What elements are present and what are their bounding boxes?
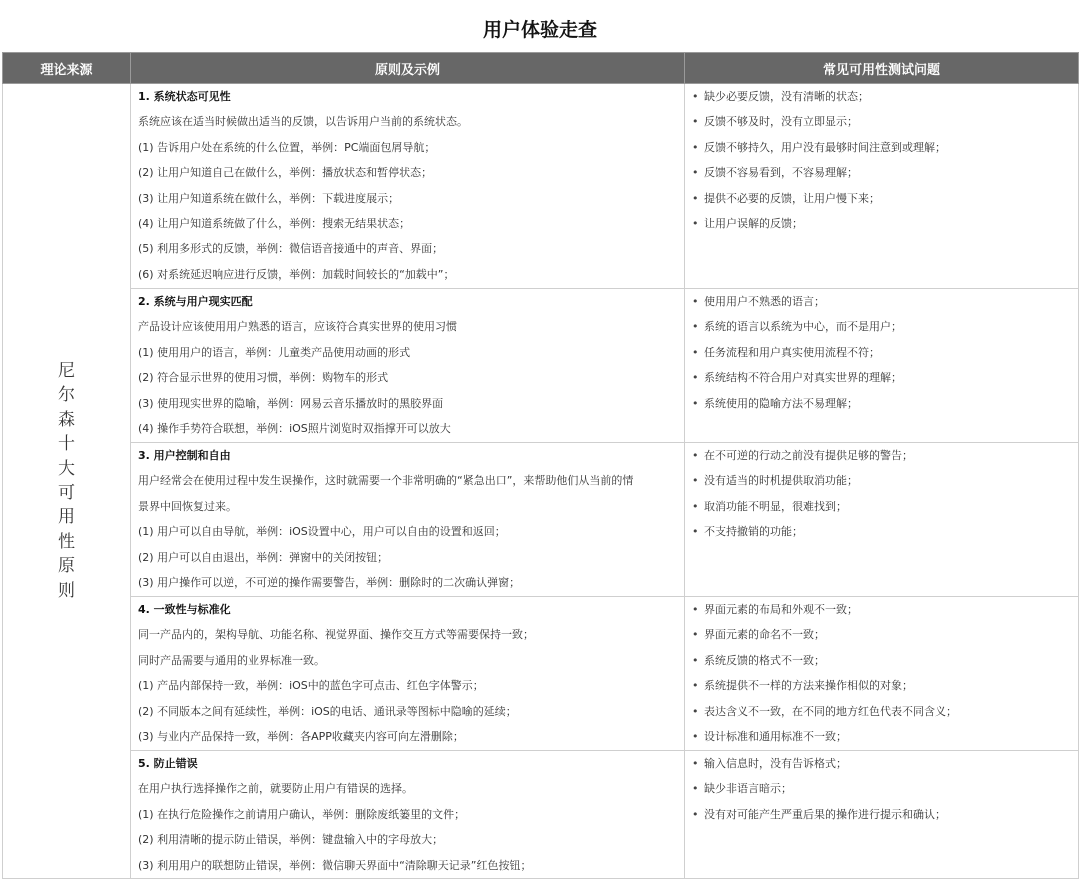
column-header-issues: 常见可用性测试问题 bbox=[685, 53, 1079, 84]
bullet-icon: • bbox=[692, 115, 699, 129]
principle-line: (2) 利用清晰的提示防止错误，举例：键盘输入中的字母放大； bbox=[138, 833, 444, 847]
table-row bbox=[3, 751, 1079, 879]
principle-line: (1) 使用用户的语言，举例：儿童类产品使用动画的形式 bbox=[138, 345, 411, 359]
bullet-icon: • bbox=[692, 499, 699, 513]
page-title: 用户体验走查 bbox=[482, 19, 597, 41]
principle-line: (3) 使用现实世界的隐喻，举例：网易云音乐播放时的黑胶界面 bbox=[138, 396, 444, 410]
bullet-icon: • bbox=[692, 320, 699, 334]
table-row bbox=[3, 443, 1079, 597]
column-header-principles: 原则及示例 bbox=[131, 53, 685, 84]
issue-item: • 提供不必要的反馈，让用户慢下来； bbox=[685, 186, 1078, 211]
issues-cell bbox=[685, 289, 1079, 443]
principle-heading: 2. 系统与用户现实匹配 bbox=[138, 295, 253, 308]
source-label: 尼尔森十大可用性原则 bbox=[58, 360, 75, 601]
bullet-icon: • bbox=[692, 704, 699, 718]
bullet-icon: • bbox=[692, 628, 699, 642]
principle-cell bbox=[131, 289, 685, 443]
principle-line: (4) 操作手势符合联想，举例：iOS照片浏览时双指撑开可以放大 bbox=[138, 421, 451, 435]
issue-item: • 反馈不容易看到，不容易理解； bbox=[685, 160, 1078, 185]
issues-cell bbox=[685, 443, 1079, 597]
principle-cell bbox=[131, 84, 685, 289]
issue-item: • 不支持撤销的功能； bbox=[685, 519, 1078, 544]
bullet-icon: • bbox=[692, 782, 699, 796]
principle-line: (5) 利用多形式的反馈，举例：微信语音接通中的声音、界面； bbox=[138, 242, 444, 256]
principle-line: (2) 不同版本之间有延续性，举例：iOS的电话、通讯录等图标中隐喻的延续； bbox=[138, 704, 517, 718]
issue-item: • 没有适当的时机提供取消功能； bbox=[685, 468, 1078, 493]
issue-item: • 系统反馈的格式不一致； bbox=[685, 648, 1078, 673]
bullet-icon: • bbox=[692, 371, 699, 385]
issue-item: • 使用用户不熟悉的语言； bbox=[685, 289, 1078, 314]
principle-line: (6) 对系统延迟响应进行反馈，举例：加载时间较长的“加载中”； bbox=[138, 267, 455, 281]
issue-item: • 表达含义不一致，在不同的地方红色代表不同含义； bbox=[685, 699, 1078, 724]
issue-item: • 缺少非语言暗示； bbox=[685, 776, 1078, 801]
principle-line: 同一产品内的，架构导航、功能名称、视觉界面、操作交互方式等需要保持一致； bbox=[138, 628, 534, 642]
bullet-icon: • bbox=[692, 653, 699, 667]
issue-item: • 设计标准和通用标准不一致； bbox=[685, 724, 1078, 749]
principle-line: 同时产品需要与通用的业界标准一致。 bbox=[138, 653, 325, 667]
principle-line: 用户经常会在使用过程中发生误操作，这时就需要一个非常明确的“紧急出口”，来帮助他们从当前的情 bbox=[138, 474, 634, 488]
bullet-icon: • bbox=[692, 396, 699, 410]
bullet-icon: • bbox=[692, 679, 699, 693]
principle-line: (1) 告诉用户处在系统的什么位置，举例：PC端面包屑导航； bbox=[138, 140, 436, 154]
source-cell bbox=[3, 84, 131, 879]
principle-line: (3) 利用用户的联想防止错误，举例：微信聊天界面中“清除聊天记录”红色按钮； bbox=[138, 858, 532, 872]
bullet-icon: • bbox=[692, 729, 699, 743]
principle-line: (4) 让用户知道系统做了什么，举例：搜索无结果状态； bbox=[138, 216, 411, 230]
issue-item: • 系统提供不一样的方法来操作相似的对象； bbox=[685, 673, 1078, 698]
principle-line: 系统应该在适当时候做出适当的反馈，以告诉用户当前的系统状态。 bbox=[138, 115, 468, 129]
issue-item: • 在不可逆的行动之前没有提供足够的警告； bbox=[685, 443, 1078, 468]
principle-line: (2) 让用户知道自己在做什么，举例：播放状态和暂停状态； bbox=[138, 166, 433, 180]
bullet-icon: • bbox=[692, 474, 699, 488]
bullet-icon: • bbox=[692, 757, 699, 770]
issue-item: • 界面元素的布局和外观不一致； bbox=[685, 597, 1078, 622]
principle-cell bbox=[131, 751, 685, 879]
principle-heading: 3. 用户控制和自由 bbox=[138, 449, 231, 462]
principle-line: (1) 在执行危险操作之前请用户确认，举例：删除废纸篓里的文件； bbox=[138, 807, 466, 821]
bullet-icon: • bbox=[692, 449, 699, 462]
principle-cell bbox=[131, 597, 685, 751]
principle-line: (1) 产品内部保持一致，举例：iOS中的蓝色字可点击、红色字体警示； bbox=[138, 679, 484, 693]
issue-item: • 缺少必要反馈，没有清晰的状态； bbox=[685, 84, 1078, 109]
issue-item: • 反馈不够持久，用户没有最够时间注意到或理解； bbox=[685, 135, 1078, 160]
principle-line: (3) 与业内产品保持一致，举例：各APP收藏夹内容可向左滑删除； bbox=[138, 729, 464, 743]
bullet-icon: • bbox=[692, 166, 699, 180]
bullet-icon: • bbox=[692, 525, 699, 539]
issue-item: • 系统结构不符合用户对真实世界的理解； bbox=[685, 365, 1078, 390]
issue-item: • 反馈不够及时，没有立即显示； bbox=[685, 109, 1078, 134]
issue-item: • 任务流程和用户真实使用流程不符； bbox=[685, 340, 1078, 365]
principle-line: (1) 用户可以自由导航，举例：iOS设置中心，用户可以自由的设置和返回； bbox=[138, 525, 506, 539]
issue-item: • 界面元素的命名不一致； bbox=[685, 622, 1078, 647]
bullet-icon: • bbox=[692, 90, 699, 103]
table-row bbox=[3, 289, 1079, 443]
principle-heading: 5. 防止错误 bbox=[138, 757, 198, 770]
bullet-icon: • bbox=[692, 295, 699, 308]
principle-line: (2) 符合显示世界的使用习惯，举例：购物车的形式 bbox=[138, 371, 389, 385]
principle-line: 产品设计应该使用用户熟悉的语言，应该符合真实世界的使用习惯 bbox=[138, 320, 457, 334]
issue-item: • 系统的语言以系统为中心，而不是用户； bbox=[685, 314, 1078, 339]
table-row bbox=[3, 84, 1079, 289]
principle-line: 景界中回恢复过来。 bbox=[138, 499, 237, 513]
principle-heading: 1. 系统状态可见性 bbox=[138, 90, 231, 103]
bullet-icon: • bbox=[692, 216, 699, 230]
issue-item: • 系统使用的隐喻方法不易理解； bbox=[685, 391, 1078, 416]
principle-line: (3) 用户操作可以逆，不可逆的操作需要警告，举例：删除时的二次确认弹窗； bbox=[138, 575, 521, 589]
issue-item: • 输入信息时，没有告诉格式； bbox=[685, 751, 1078, 776]
bullet-icon: • bbox=[692, 345, 699, 359]
issue-item: • 没有对可能产生严重后果的操作进行提示和确认； bbox=[685, 802, 1078, 827]
principle-line: 在用户执行选择操作之前，就要防止用户有错误的选择。 bbox=[138, 782, 413, 796]
issue-item: • 让用户误解的反馈； bbox=[685, 211, 1078, 236]
issue-item: • 取消功能不明显，很难找到； bbox=[685, 494, 1078, 519]
usability-table bbox=[2, 52, 1079, 879]
bullet-icon: • bbox=[692, 140, 699, 154]
issues-cell bbox=[685, 751, 1079, 879]
principle-line: (3) 让用户知道系统在做什么，举例：下载进度展示； bbox=[138, 191, 400, 205]
bullet-icon: • bbox=[692, 807, 699, 821]
bullet-icon: • bbox=[692, 603, 699, 616]
column-header-source: 理论来源 bbox=[3, 53, 131, 84]
table-header-row bbox=[3, 53, 1079, 84]
issues-cell bbox=[685, 84, 1079, 289]
issues-cell bbox=[685, 597, 1079, 751]
bullet-icon: • bbox=[692, 191, 699, 205]
principle-line: (2) 用户可以自由退出，举例：弹窗中的关闭按钮； bbox=[138, 550, 389, 564]
principle-cell bbox=[131, 443, 685, 597]
principle-heading: 4. 一致性与标准化 bbox=[138, 603, 231, 616]
table-row bbox=[3, 597, 1079, 751]
